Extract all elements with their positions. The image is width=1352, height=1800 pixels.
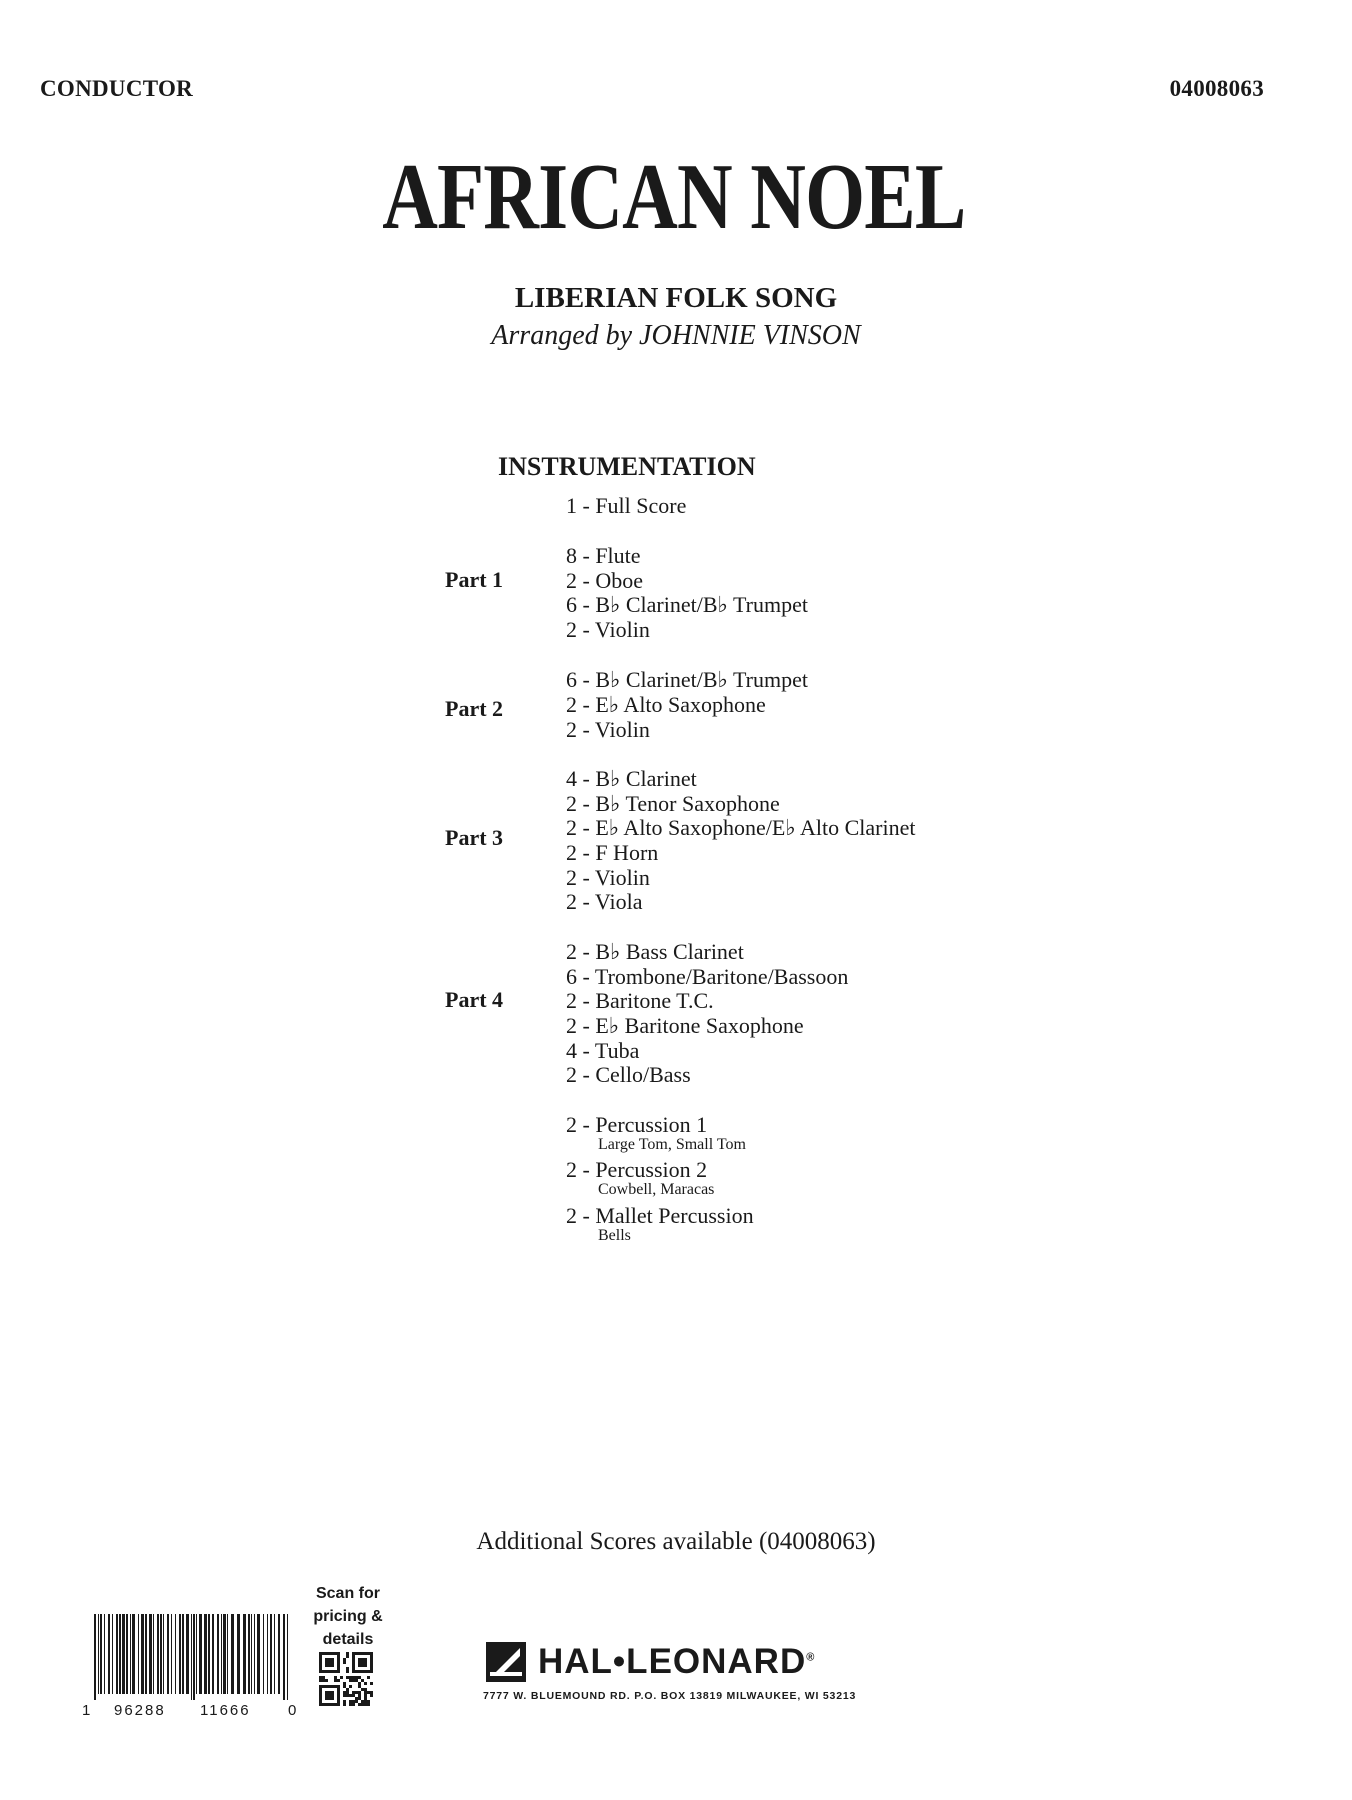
qr-module [358,1703,361,1706]
qr-module [337,1658,340,1661]
list-item: 2 - E♭ Alto Saxophone [566,692,766,717]
qr-module [364,1661,367,1664]
list-item: 2 - E♭ Alto Saxophone/E♭ Alto Clarinet [566,815,916,840]
qr-module [352,1691,355,1694]
qr-module [346,1652,349,1655]
qr-module [352,1679,355,1682]
qr-module [355,1691,358,1694]
qr-module [364,1688,367,1691]
qr-module [322,1676,325,1679]
qr-module [352,1703,355,1706]
qr-module [325,1664,328,1667]
qr-module [331,1664,334,1667]
qr-module [346,1694,349,1697]
list-item: 2 - Percussion 2 [566,1157,708,1182]
barcode-bar [116,1614,118,1694]
qr-module [358,1664,361,1667]
qr-module [364,1670,367,1673]
qr-module [367,1691,370,1694]
qr-module [337,1661,340,1664]
publisher-address: 7777 W. BLUEMOUND RD. P.O. BOX 13819 MILWAUKEE, WI 53213 [483,1690,857,1702]
barcode-bar [182,1614,184,1694]
barcode-bar [167,1614,169,1694]
barcode-bar [267,1614,268,1694]
qr-module [370,1664,373,1667]
qr-module [319,1691,322,1694]
qr-module [364,1700,367,1703]
qr-module [358,1685,361,1688]
qr-module [331,1685,334,1688]
qr-module [343,1658,346,1661]
barcode-bar [179,1614,181,1694]
qr-module [331,1661,334,1664]
qr-module [361,1661,364,1664]
qr-module [346,1667,349,1670]
qr-module [337,1664,340,1667]
qr-module [331,1694,334,1697]
qr-module [337,1691,340,1694]
qr-module [331,1691,334,1694]
qr-code[interactable] [319,1652,373,1711]
barcode-bar [204,1614,207,1694]
qr-module [319,1664,322,1667]
qr-module [352,1694,355,1697]
qr-module [325,1685,328,1688]
scan-text-line: pricing & [313,1608,383,1625]
qr-module [346,1655,349,1658]
qr-module [325,1703,328,1706]
barcode-bar [104,1614,105,1694]
barcode-bar [153,1614,154,1694]
list-item: 6 - B♭ Clarinet/B♭ Trumpet [566,592,808,617]
qr-module [343,1691,346,1694]
qr-module [364,1694,367,1697]
barcode-bar [98,1614,99,1694]
qr-module [358,1682,361,1685]
list-item: 6 - B♭ Clarinet/B♭ Trumpet [566,667,808,692]
part-label: Part 4 [445,987,504,1012]
qr-module [358,1661,361,1664]
qr-module [364,1682,367,1685]
barcode-bar [263,1614,264,1694]
barcode-bar [175,1614,176,1694]
barcode-bar [243,1614,246,1694]
qr-module [337,1688,340,1691]
barcode-bar [196,1614,197,1694]
qr-module [328,1661,331,1664]
qr-module [355,1670,358,1673]
list-item: 2 - Violin [566,717,650,742]
qr-module [325,1691,328,1694]
qr-module [328,1694,331,1697]
barcode-bar [122,1614,125,1694]
list-item: 2 - Oboe [566,568,643,593]
qr-module [367,1703,370,1706]
qr-module [337,1685,340,1688]
qr-module [325,1694,328,1697]
qr-module [361,1679,364,1682]
qr-module [352,1658,355,1661]
qr-module [322,1652,325,1655]
qr-module [325,1679,328,1682]
qr-module [364,1658,367,1661]
qr-module [352,1655,355,1658]
part-label: Part 2 [445,696,504,721]
qr-module [337,1679,340,1682]
qr-module [331,1652,334,1655]
qr-module [358,1652,361,1655]
barcode-bar [132,1614,135,1694]
qr-module [370,1691,373,1694]
qr-module [325,1652,328,1655]
qr-module [319,1667,322,1670]
qr-module [328,1670,331,1673]
publisher-logo-text: HAL•LEONARD [538,1642,807,1681]
qr-module [319,1703,322,1706]
barcode-bar [108,1614,110,1694]
list-item: 2 - Percussion 1 [566,1112,708,1137]
qr-module [361,1658,364,1661]
qr-module [358,1694,361,1697]
qr-module [346,1688,349,1691]
qr-module [370,1652,373,1655]
list-item: 2 - Violin [566,865,650,890]
barcode-bar [217,1614,219,1694]
qr-module [337,1703,340,1706]
additional-scores-note: Additional Scores available (04008063) [476,1528,876,1555]
qr-module [352,1652,355,1655]
list-item: 2 - Mallet Percussion [566,1203,754,1228]
qr-module [319,1700,322,1703]
list-item: 8 - Flute [566,543,641,568]
page-title: AFRICAN NOEL [382,145,966,249]
qr-module [364,1691,367,1694]
arranger-credit: Arranged by JOHNNIE VINSON [491,320,861,351]
qr-module [328,1664,331,1667]
barcode-bar [208,1614,210,1694]
barcode-bar [94,1614,96,1700]
qr-module [319,1685,322,1688]
qr-module [337,1697,340,1700]
qr-module [328,1685,331,1688]
qr-module [361,1703,364,1706]
qr-module [322,1670,325,1673]
part-label: CONDUCTOR [40,76,194,101]
qr-module [343,1661,346,1664]
qr-module [328,1652,331,1655]
qr-code-icon [319,1652,373,1706]
qr-module [349,1685,352,1688]
qr-module [367,1700,370,1703]
qr-module [343,1682,346,1685]
qr-module [355,1679,358,1682]
qr-module [343,1700,346,1703]
qr-module [319,1676,322,1679]
qr-module [334,1670,337,1673]
qr-module [352,1661,355,1664]
qr-module [337,1652,340,1655]
list-item: 1 - Full Score [566,493,687,518]
barcode-bar [191,1614,192,1700]
qr-module [370,1658,373,1661]
barcode-bar [171,1614,172,1694]
barcode-bar [138,1614,139,1694]
barcode-digit: 96288 [114,1702,166,1719]
barcode-bar [223,1614,226,1694]
qr-module [358,1658,361,1661]
qr-module [328,1703,331,1706]
qr-module [367,1676,370,1679]
qr-module [319,1652,322,1655]
qr-module [331,1658,334,1661]
barcode-bar [221,1614,222,1694]
qr-module [355,1652,358,1655]
qr-module [358,1676,361,1679]
barcode-bar [231,1614,234,1694]
qr-module [349,1694,352,1697]
qr-module [337,1670,340,1673]
registered-mark: ® [806,1651,816,1664]
qr-module [349,1703,352,1706]
list-item: 2 - B♭ Bass Clarinet [566,939,744,964]
qr-module [325,1670,328,1673]
qr-module [370,1694,373,1697]
qr-module [361,1670,364,1673]
qr-module [337,1700,340,1703]
qr-module [346,1670,349,1673]
qr-module [346,1691,349,1694]
qr-module [361,1664,364,1667]
barcode-bar [199,1614,202,1694]
barcode-bar [149,1614,152,1694]
qr-module [352,1670,355,1673]
barcode-bar [119,1614,121,1694]
barcode-bar [130,1614,131,1694]
scan-text-line: details [322,1631,374,1648]
barcode-bar [287,1614,288,1700]
qr-module [349,1679,352,1682]
barcode-bar [126,1614,128,1694]
list-item: 2 - Cello/Bass [566,1062,691,1087]
qr-module [337,1667,340,1670]
qr-module [319,1688,322,1691]
qr-module [358,1670,361,1673]
barcode-bar [145,1614,147,1694]
barcode-digit: 1 [82,1702,91,1719]
qr-module [370,1655,373,1658]
barcode-bar [257,1614,260,1694]
scan-prompt [300,1582,396,1651]
list-item-note: Cowbell, Maracas [598,1181,715,1198]
barcode-bar [254,1614,255,1694]
qr-module [364,1697,367,1700]
qr-module [355,1676,358,1679]
barcode-bar [212,1614,214,1694]
qr-module [355,1697,358,1700]
qr-module [343,1703,346,1706]
barcode-bars [92,1614,292,1700]
barcode-bar [157,1614,159,1694]
qr-module [322,1679,325,1682]
list-item: 2 - E♭ Baritone Saxophone [566,1013,804,1038]
list-item: 2 - Violin [566,617,650,642]
barcode-bar [283,1614,285,1700]
qr-module [328,1697,331,1700]
barcode-bar [163,1614,164,1694]
barcode-bar [274,1614,275,1694]
barcode-bar [251,1614,252,1694]
barcode-bar [227,1614,228,1694]
qr-module [337,1655,340,1658]
qr-module [334,1679,337,1682]
qr-module [325,1661,328,1664]
list-item: 4 - B♭ Clarinet [566,766,697,791]
qr-module [361,1700,364,1703]
hal-leonard-logo-icon [486,1642,526,1682]
qr-module [370,1670,373,1673]
qr-module [364,1703,367,1706]
list-item: 6 - Trombone/Baritone/Bassoon [566,964,849,989]
part-label: Part 1 [445,567,504,592]
qr-module [352,1664,355,1667]
qr-module [331,1670,334,1673]
barcode-bar [270,1614,272,1694]
qr-module [346,1676,349,1679]
qr-module [334,1685,337,1688]
list-item-note: Bells [598,1227,631,1244]
qr-module [352,1676,355,1679]
qr-module [334,1652,337,1655]
qr-module [361,1688,364,1691]
qr-module [370,1667,373,1670]
qr-module [349,1676,352,1679]
list-item: 2 - Baritone T.C. [566,988,714,1013]
barcode-bar [112,1614,113,1694]
subtitle: LIBERIAN FOLK SONG [514,282,838,314]
barcode-bar [186,1614,189,1694]
qr-module [343,1694,346,1697]
qr-module [319,1679,322,1682]
qr-module [367,1652,370,1655]
qr-module [361,1652,364,1655]
barcode-bar [237,1614,240,1694]
qr-module [319,1658,322,1661]
qr-module [349,1700,352,1703]
barcode-bar [278,1614,280,1694]
list-item: 2 - Viola [566,889,643,914]
qr-module [364,1652,367,1655]
qr-module [319,1670,322,1673]
qr-module [328,1691,331,1694]
qr-module [319,1694,322,1697]
barcode-bar [141,1614,144,1694]
qr-module [370,1661,373,1664]
qr-module [319,1697,322,1700]
qr-module [334,1703,337,1706]
qr-module [322,1703,325,1706]
list-item: 2 - B♭ Tenor Saxophone [566,791,780,816]
qr-module [340,1676,343,1679]
barcode-bar [193,1614,195,1700]
qr-module [343,1685,346,1688]
barcode-digit: 0 [288,1702,297,1719]
qr-module [358,1697,361,1700]
list-item-note: Large Tom, Small Tom [598,1136,746,1153]
qr-module [337,1694,340,1697]
qr-module [355,1700,358,1703]
qr-module [331,1697,334,1700]
qr-module [334,1676,337,1679]
qr-module [352,1700,355,1703]
qr-module [370,1682,373,1685]
barcode-bar [248,1614,250,1694]
qr-module [328,1658,331,1661]
instrumentation-heading: INSTRUMENTATION [498,452,756,481]
qr-module [319,1661,322,1664]
qr-module [325,1697,328,1700]
qr-module [352,1667,355,1670]
qr-module [331,1703,334,1706]
qr-module [325,1658,328,1661]
scan-text-line: Scan for [315,1585,380,1602]
qr-module [319,1655,322,1658]
part-label: Part 3 [445,825,504,850]
barcode [82,1614,297,1719]
barcode-digit: 11666 [200,1702,251,1719]
qr-module [367,1670,370,1673]
qr-module [322,1685,325,1688]
list-item: 2 - F Horn [566,840,659,865]
catalog-number: 04008063 [1169,76,1264,101]
publisher-name [538,1642,815,1682]
barcode-bar [100,1614,102,1694]
barcode-bar [160,1614,162,1694]
qr-module [358,1691,361,1694]
list-item: 4 - Tuba [566,1038,640,1063]
qr-module [364,1664,367,1667]
